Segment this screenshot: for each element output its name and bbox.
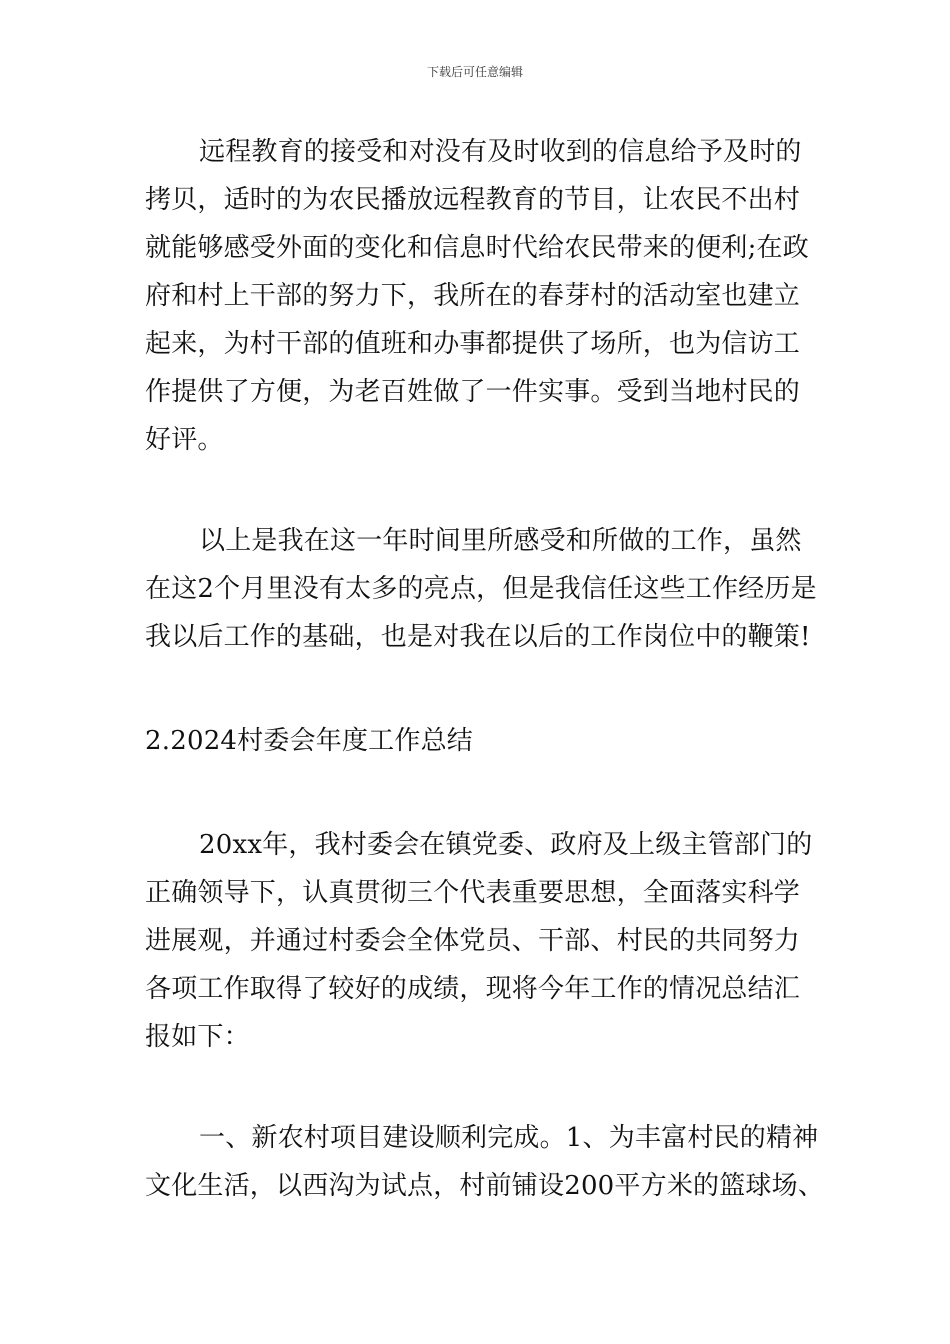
- text-line: 拷贝，适时的为农民播放远程教育的节目，让农民不出村: [145, 185, 801, 215]
- text-line: 正确领导下，认真贯彻三个代表重要思想，全面落实科学: [145, 878, 801, 908]
- text-line: 作提供了方便，为老百姓做了一件实事。受到当地村民的: [145, 377, 801, 407]
- page-header-note: 下载后可任意编辑: [426, 65, 523, 79]
- paragraph-annual-summary: [145, 821, 813, 1061]
- paragraph-spacer: [145, 1061, 807, 1114]
- paragraph-new-village-project: [145, 1114, 825, 1210]
- text-line: 文化生活，以西沟为试点，村前铺设200平方米的篮球场、: [145, 1171, 825, 1201]
- text-line: 以上是我在这一年时间里所感受和所做的工作，虽然: [199, 526, 802, 556]
- section-heading: 2.2024村委会年度工作总结: [145, 726, 473, 756]
- paragraph-remote-education: [145, 128, 807, 464]
- paragraph-spacer: [145, 765, 807, 821]
- text-line: 远程教育的接受和对没有及时收到的信息给予及时的: [199, 137, 802, 167]
- text-line: 府和村上干部的努力下，我所在的春芽村的活动室也建立: [145, 281, 801, 311]
- text-line: 一、新农村项目建设顺利完成。1、为丰富村民的精神: [199, 1123, 819, 1153]
- text-line: 20xx年，我村委会在镇党委、政府及上级主管部门的: [199, 830, 813, 860]
- text-line: 我以后工作的基础，也是对我在以后的工作岗位中的鞭策!: [145, 622, 811, 652]
- text-line: 起来，为村干部的值班和办事都提供了场所，也为信访工: [145, 329, 801, 359]
- text-line: 在这2个月里没有太多的亮点，但是我信任这些工作经历是: [145, 574, 817, 604]
- paragraph-spacer: [145, 464, 807, 517]
- text-line: 就能够感受外面的变化和信息时代给农民带来的便利;在政: [145, 233, 809, 263]
- text-line: 报如下：: [145, 1022, 250, 1052]
- section-title: [145, 717, 807, 765]
- text-line: 好评。: [145, 425, 224, 455]
- paragraph-spacer: [145, 661, 807, 717]
- paragraph-conclusion: [145, 517, 817, 661]
- text-line: 各项工作取得了较好的成绩，现将今年工作的情况总结汇: [145, 974, 801, 1004]
- text-line: 进展观，并通过村委会全体党员、干部、村民的共同努力: [145, 926, 801, 956]
- document-body: [145, 128, 825, 1210]
